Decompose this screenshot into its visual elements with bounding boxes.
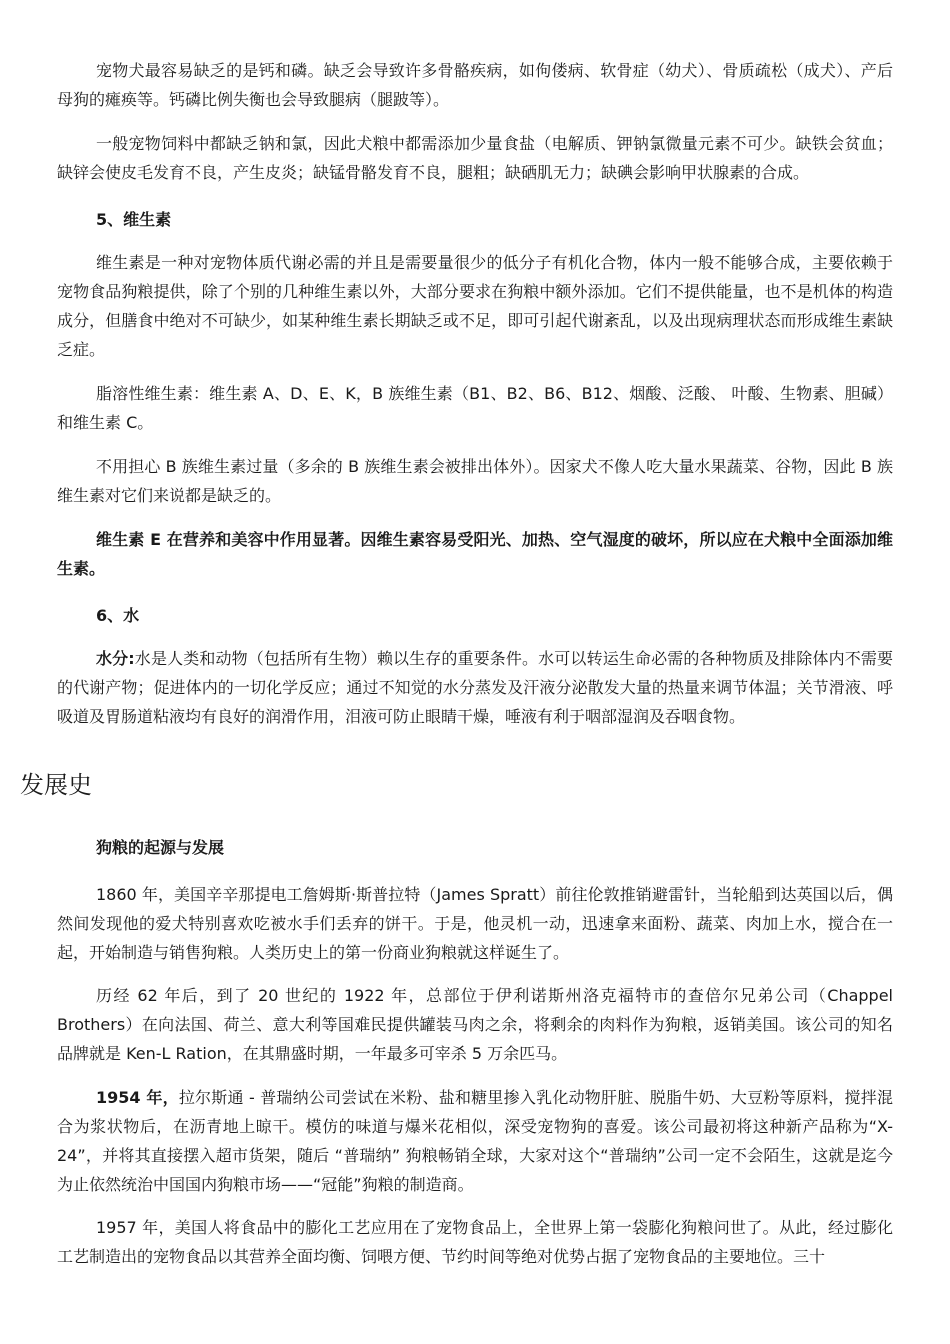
heading-vitamins: 5、维生素 — [96, 210, 172, 229]
section-title-history: 发展史 — [20, 771, 92, 799]
year-1954-label: 1954 年， — [96, 1088, 179, 1107]
water-lead-label: 水分: — [96, 649, 135, 668]
paragraph-fat-soluble-vitamins: 脂溶性维生素：维生素 A、D、E、K，B 族维生素（B1、B2、B6、B12、烟酸、泛酸、 叶酸、生物素、胆碱）和维生素 C。 — [57, 384, 893, 432]
paragraph-b-vitamins: 不用担心 B 族维生素过量（多余的 B 族维生素会被排出体外）。因家犬不像人吃大量水果蔬菜、谷物，因此 B 族维生素对它们来说都是缺乏的。 — [57, 457, 893, 505]
paragraph-1922: 历经 62 年后，到了 20 世纪的 1922 年，总部位于伊利诺斯州洛克福特市的查倍尔兄弟公司（Chappel Brothers）在向法国、荷兰、意大利等国难民提供罐装马肉之余，将剩余的肉料作为狗粮，返销美国。该公司的知名品牌就是 Ken-L Ration，在其鼎盛时期，一年最多可宰杀 5 万余匹马。 — [57, 986, 893, 1063]
water-text: 水是人类和动物（包括所有生物）赖以生存的重要条件。水可以转运生命必需的各种物质及排除体内不需要的代谢产物；促进体内的一切化学反应；通过不知觉的水分蒸发及汗液分泌散发大量的热量来调节体温；关节滑液、呼吸道及胃肠道粘液均有良好的润滑作用，泪液可防止眼睛干燥，唾液有利于咽部湿润及吞咽食物。 — [57, 649, 893, 726]
paragraph-calcium-phosphorus: 宠物犬最容易缺乏的是钙和磷。缺乏会导致许多骨骼疾病，如佝偻病、软骨症（幼犬）、骨质疏松（成犬）、产后母狗的瘫痪等。钙磷比例失衡也会导致腿病（腿跛等）。 — [57, 61, 893, 109]
paragraph-water — [57, 644, 893, 731]
paragraph-vitamin-e: 维生素 E 在营养和美容中作用显著。因维生素容易受阳光、加热、空气湿度的破坏，所以应在犬粮中全面添加维生素。 — [57, 530, 893, 578]
heading-dog-food-origin: 狗粮的起源与发展 — [96, 838, 225, 857]
paragraph-1954-text: 拉尔斯通 - 普瑞纳公司尝试在米粉、盐和糖里掺入乳化动物肝脏、脱脂牛奶、大豆粉等原料，搅拌混合为浆状物后，在沥青地上晾干。模仿的味道与爆米花相似，深受宠物狗的喜爱。该公司最初将这种新产品称为“X-24”，并将其直接摆入超市货架，随后 “普瑞纳” 狗粮畅销全球，大家对这个“普瑞纳”公司一定不会陌生，这就是迄今为止依然统治中国国内狗粮市场——“冠能”狗粮的制造商。 — [57, 1088, 893, 1194]
paragraph-vitamins-intro: 维生素是一种对宠物体质代谢必需的并且是需要量很少的低分子有机化合物，体内一般不能够合成，主要依赖于宠物食品狗粮提供，除了个别的几种维生素以外，大部分要求在狗粮中额外添加。它们不提供能量，也不是机体的构造成分，但膳食中绝对不可缺少，如某种维生素长期缺乏或不足，即可引起代谢紊乱，以及出现病理状态而形成维生素缺乏症。 — [57, 253, 893, 359]
paragraph-1954 — [57, 1083, 893, 1199]
paragraph-sodium-chloride: 一般宠物饲料中都缺乏钠和氯，因此犬粮中都需添加少量食盐（电解质、钾钠氯微量元素不可少。缺铁会贫血；缺锌会使皮毛发育不良，产生皮炎；缺锰骨骼发育不良，腿粗；缺硒肌无力；缺碘会影响甲状腺素的合成。 — [57, 134, 893, 182]
paragraph-1860: 1860 年，美国辛辛那提电工詹姆斯·斯普拉特（James Spratt）前往伦敦推销避雷针，当轮船到达英国以后，偶然间发现他的爱犬特别喜欢吃被水手们丢弃的饼干。于是，他灵机一动，迅速拿来面粉、蔬菜、肉加上水，搅合在一起，开始制造与销售狗粮。人类历史上的第一份商业狗粮就这样诞生了。 — [57, 885, 893, 962]
heading-water: 6、水 — [96, 606, 140, 625]
paragraph-1957: 1957 年，美国人将食品中的膨化工艺应用在了宠物食品上，全世界上第一袋膨化狗粮问世了。从此，经过膨化工艺制造出的宠物食品以其营养全面均衡、饲喂方便、节约时间等绝对优势占据了宠物食品的主要地位。三十 — [57, 1218, 893, 1266]
